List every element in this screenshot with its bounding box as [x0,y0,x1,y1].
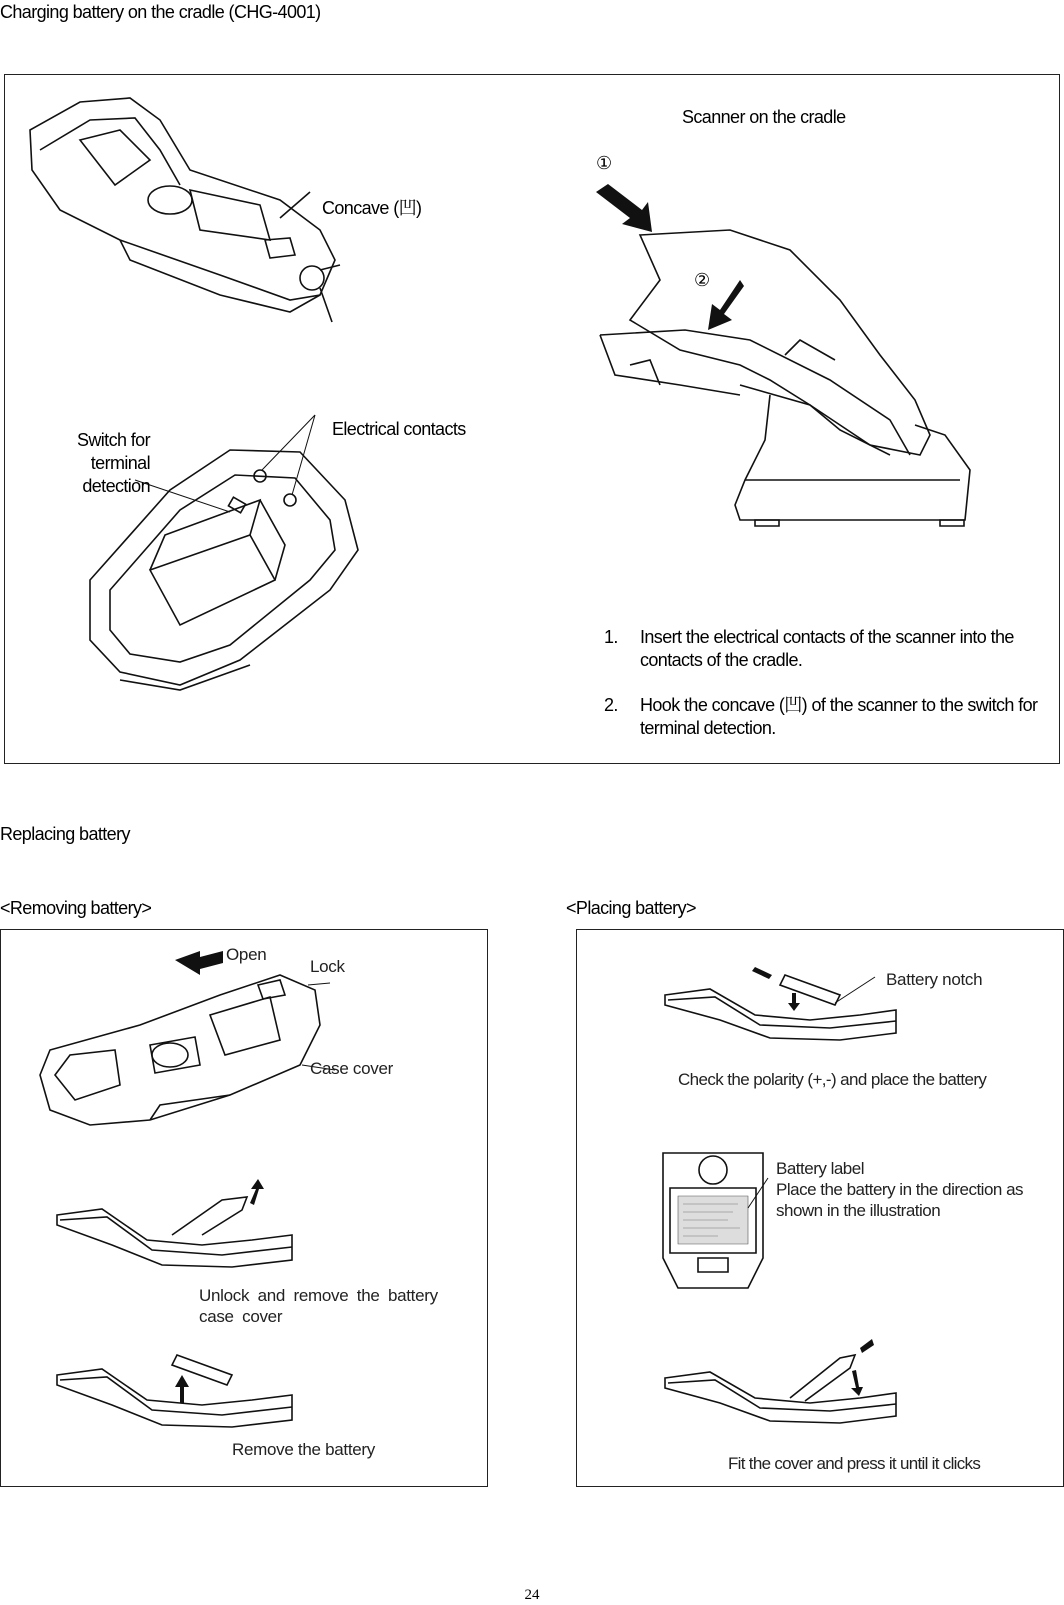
instruction-steps [600,626,1040,762]
label-scanner-on-cradle: Scanner on the cradle [682,107,846,127]
label-case-cover: Case cover [310,1059,393,1078]
label-unlock-remove: Unlock and remove the battery case cover [199,1286,438,1326]
marker-step-1: ① [596,153,612,173]
label-switch-detection: Switch for terminal detection [76,430,150,496]
section-title-charging: Charging battery on the cradle (CHG-4001) [0,2,321,22]
label-open: Open [226,945,267,964]
step-number: 2. [604,695,618,715]
label-battery-notch: Battery notch [886,970,983,989]
label-concave: Concave (凹) [322,198,422,218]
label-electrical-contacts: Electrical contacts [332,419,466,439]
scanner-case-cover-illustration [30,955,330,1130]
label-fit-cover: Fit the cover and press it until it clicks [728,1454,981,1473]
label-remove-battery: Remove the battery [232,1440,375,1459]
label-battery-label [776,1158,1056,1221]
section-title-replacing: Replacing battery [0,824,130,844]
place-battery-illustration [660,965,900,1045]
step-item [600,694,1040,740]
step-text: Insert the electrical contacts of the scanner into the contacts of the cradle. [640,627,1014,670]
heading-placing-battery: <Placing battery> [566,898,696,918]
battery-label-illustration [658,1148,768,1293]
label-check-polarity: Check the polarity (+,-) and place the battery [678,1070,987,1089]
fit-cover-illustration [660,1343,900,1428]
battery-label-title: Battery label [776,1159,864,1178]
remove-battery-illustration [52,1345,297,1430]
step-number: 1. [604,627,618,647]
scanner-top-view-illustration [20,90,340,320]
marker-step-2: ② [694,270,710,290]
scanner-on-cradle-illustration [570,180,1000,540]
step-text: Hook the concave (凹) of the scanner to the switch for terminal detection. [640,695,1038,738]
unlock-cover-illustration [52,1195,297,1270]
step-item [600,626,1040,672]
battery-label-desc: Place the battery in the direction as shown in the illustration [776,1180,1024,1220]
label-lock: Lock [310,957,345,976]
heading-removing-battery: <Removing battery> [0,898,152,918]
page-number: 24 [524,1587,540,1603]
